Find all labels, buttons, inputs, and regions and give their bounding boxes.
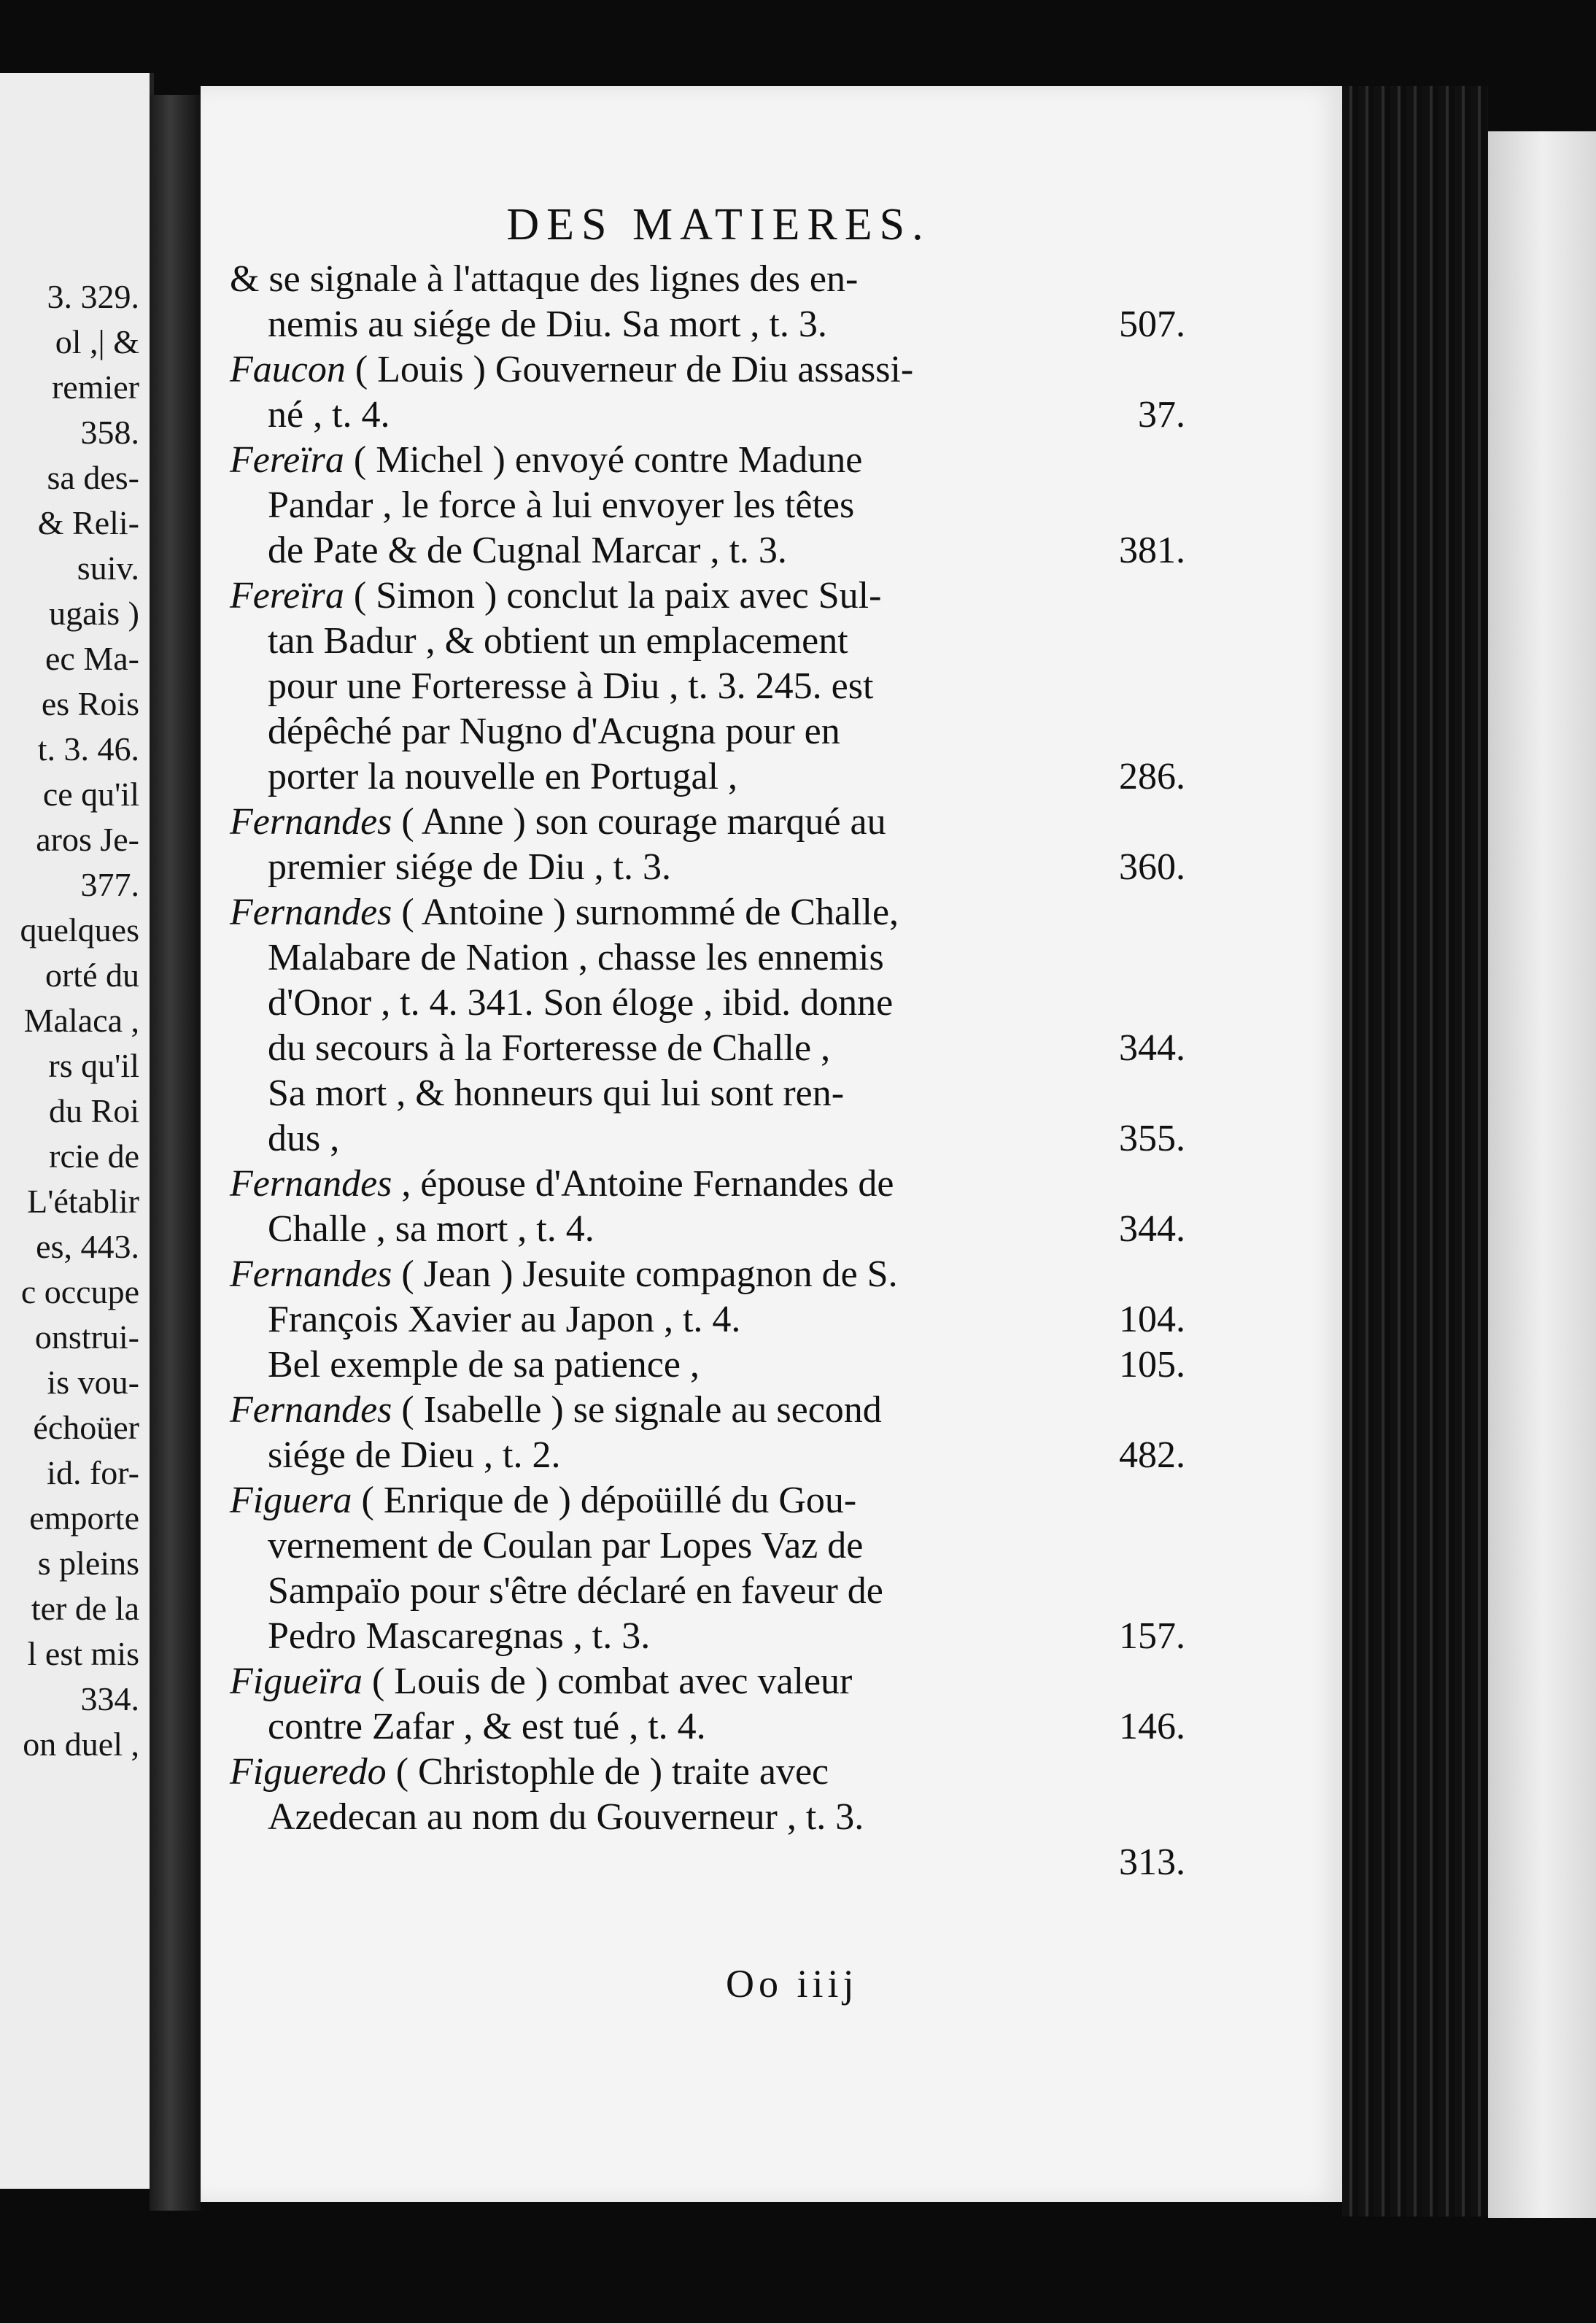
left-page-fragment: orté du bbox=[44, 956, 139, 994]
entry-body: premier siége de Diu , t. 3. bbox=[268, 846, 672, 888]
entry-body: Sampaïo pour s'être déclaré en faveur de bbox=[268, 1570, 883, 1612]
signature-mark: Oo iiij bbox=[726, 1962, 859, 2006]
entry-body: d'Onor , t. 4. 341. Son éloge , ibid. donne bbox=[268, 982, 894, 1024]
left-page-fragment: es, 443. bbox=[36, 1228, 139, 1265]
entry-text bbox=[230, 438, 862, 482]
left-page-fragment: sa des- bbox=[47, 459, 139, 496]
index-page bbox=[201, 86, 1342, 2202]
entry-body: ( Jean ) Jesuite compagnon de S. bbox=[401, 1253, 898, 1295]
entry-text bbox=[268, 303, 827, 347]
entry-body: Sa mort , & honneurs qui lui sont ren- bbox=[268, 1072, 845, 1114]
index-entry-line bbox=[268, 665, 1185, 708]
entry-text bbox=[268, 1524, 863, 1568]
page-reference: 105. bbox=[1119, 1344, 1185, 1385]
left-page-fragment: du Roi bbox=[49, 1092, 139, 1129]
left-page-fragment: l est mis bbox=[27, 1635, 139, 1672]
left-page-fragment: L'établir bbox=[27, 1183, 139, 1220]
entry-name: Fernandes bbox=[230, 801, 392, 843]
index-entry-line bbox=[268, 393, 1185, 437]
left-page-fragment: remier bbox=[51, 368, 139, 406]
left-page-fragment: rs qu'il bbox=[48, 1047, 139, 1084]
page-reference: 313. bbox=[1119, 1841, 1185, 1883]
index-entry-line bbox=[268, 1343, 1185, 1387]
index-entry-head bbox=[230, 1479, 1185, 1523]
left-page-fragment: onstrui- bbox=[34, 1318, 139, 1356]
entry-body: dus , bbox=[268, 1118, 340, 1159]
page-edges bbox=[1342, 86, 1488, 2216]
entry-body: Pandar , le force à lui envoyer les têtes bbox=[268, 484, 855, 526]
entry-text bbox=[268, 1705, 706, 1749]
page-reference: 355. bbox=[1119, 1118, 1185, 1159]
left-page-fragment: id. for- bbox=[47, 1454, 139, 1491]
running-head: DES MATIERES. bbox=[506, 200, 931, 250]
index-entry-line bbox=[268, 1117, 1185, 1161]
entry-text bbox=[268, 755, 737, 799]
entry-text bbox=[230, 800, 886, 844]
entry-text bbox=[230, 1388, 882, 1432]
entry-text bbox=[268, 529, 787, 573]
entry-name: Fereïra bbox=[230, 575, 344, 616]
index-entry-line bbox=[268, 1207, 1185, 1251]
index-entry-line bbox=[268, 1615, 1185, 1658]
entry-body: ( Michel ) envoyé contre Madune bbox=[353, 439, 863, 481]
index-entry-head bbox=[230, 1388, 1185, 1432]
left-page-fragment: ce qu'il bbox=[42, 776, 139, 813]
index-entry-head bbox=[230, 574, 1185, 618]
entry-body: porter la nouvelle en Portugal , bbox=[268, 756, 738, 797]
left-page-fragment: es Rois bbox=[41, 685, 139, 722]
entry-text bbox=[230, 348, 913, 392]
entry-body: François Xavier au Japon , t. 4. bbox=[268, 1299, 741, 1340]
index-entry-line bbox=[268, 1027, 1185, 1070]
entry-body: vernement de Coulan par Lopes Vaz de bbox=[268, 1525, 864, 1566]
index-entry-line bbox=[268, 981, 1185, 1025]
page-reference: 344. bbox=[1119, 1027, 1185, 1069]
entry-body: dépêché par Nugno d'Acugna pour en bbox=[268, 711, 840, 752]
left-page-fragment: s pleins bbox=[37, 1545, 139, 1582]
entry-body: , épouse d'Antoine Fernandes de bbox=[401, 1163, 894, 1205]
entry-body: ( Christophle de ) traite avec bbox=[395, 1751, 829, 1793]
left-page-fragment: ol ,| & bbox=[55, 323, 139, 360]
entry-body: Challe , sa mort , t. 4. bbox=[268, 1208, 594, 1250]
left-page-fragment: on duel , bbox=[23, 1725, 139, 1763]
entry-body: & se signale à l'attaque des lignes des en- bbox=[230, 258, 859, 300]
entry-body: de Pate & de Cugnal Marcar , t. 3. bbox=[268, 530, 787, 571]
left-page-fragment: 334. bbox=[80, 1680, 139, 1717]
entry-body: Malabare de Nation , chasse les ennemis bbox=[268, 937, 884, 978]
left-page-fragment: ec Ma- bbox=[45, 640, 139, 677]
entry-text bbox=[268, 1615, 650, 1658]
index-entry-line bbox=[268, 710, 1185, 754]
left-page-fragment: Malaca , bbox=[23, 1002, 139, 1039]
left-page-fragment: & Reli- bbox=[37, 504, 139, 541]
book-gutter bbox=[150, 95, 201, 2211]
entry-text bbox=[230, 258, 858, 301]
entry-text bbox=[268, 665, 873, 708]
index-entry-line bbox=[268, 1569, 1185, 1613]
entry-text bbox=[268, 936, 884, 980]
index-entry-line bbox=[268, 1434, 1185, 1477]
entry-text bbox=[230, 1660, 852, 1704]
entry-name: Fernandes bbox=[230, 1163, 392, 1205]
index-entry-head bbox=[230, 891, 1185, 935]
left-page-fragment: is vou- bbox=[47, 1364, 139, 1401]
entry-body: ( Anne ) son courage marqué au bbox=[401, 801, 886, 843]
facing-page-left bbox=[0, 73, 154, 2189]
entry-body: Azedecan au nom du Gouverneur , t. 3. bbox=[268, 1796, 864, 1838]
left-page-fragment: c occupe bbox=[20, 1273, 139, 1310]
entry-text bbox=[230, 574, 881, 618]
entry-text bbox=[268, 1298, 740, 1342]
entry-body: né , t. 4. bbox=[268, 394, 390, 436]
entry-name: Fernandes bbox=[230, 1253, 392, 1295]
page-reference: 146. bbox=[1119, 1706, 1185, 1747]
entry-text bbox=[268, 846, 671, 889]
left-page-fragment: emporte bbox=[29, 1499, 139, 1537]
left-page-fragment: quelques bbox=[20, 911, 139, 948]
index-entry-line bbox=[268, 484, 1185, 527]
index-entry-line bbox=[268, 1841, 1185, 1885]
entry-name: Fernandes bbox=[230, 892, 392, 933]
index-entry-head bbox=[230, 1750, 1185, 1794]
index-entry-head bbox=[230, 800, 1185, 844]
entry-body: Pedro Mascaregnas , t. 3. bbox=[268, 1615, 651, 1657]
entry-text bbox=[230, 1750, 829, 1794]
entry-text bbox=[268, 1072, 844, 1116]
left-page-fragment: 358. bbox=[80, 414, 139, 451]
index-entry-head bbox=[230, 348, 1185, 392]
index-entry-line bbox=[268, 1298, 1185, 1342]
entry-text bbox=[268, 1207, 594, 1251]
page-reference: 507. bbox=[1119, 304, 1185, 345]
left-page-fragment: aros Je- bbox=[36, 821, 139, 858]
index-entry-line bbox=[268, 1705, 1185, 1749]
entry-name: Fernandes bbox=[230, 1389, 392, 1431]
index-entry-line bbox=[268, 529, 1185, 573]
left-page-fragment: 3. 329. bbox=[47, 278, 139, 315]
index-entry-line bbox=[268, 1796, 1185, 1839]
entry-body: ( Simon ) conclut la paix avec Sul- bbox=[353, 575, 882, 616]
index-entry-line bbox=[230, 258, 1185, 301]
left-page-fragment: suiv. bbox=[77, 549, 139, 587]
index-entry-line bbox=[268, 619, 1185, 663]
entry-name: Faucon bbox=[230, 349, 346, 390]
entry-body: ( Louis de ) combat avec valeur bbox=[371, 1661, 853, 1702]
entry-text bbox=[268, 1434, 560, 1477]
page-reference: 344. bbox=[1119, 1208, 1185, 1250]
entry-text bbox=[230, 891, 899, 935]
index-entry-line bbox=[268, 755, 1185, 799]
page-reference: 104. bbox=[1119, 1299, 1185, 1340]
entry-text bbox=[230, 1253, 898, 1296]
entry-text bbox=[230, 1162, 894, 1206]
entry-name: Figuera bbox=[230, 1480, 352, 1521]
entry-text bbox=[268, 710, 840, 754]
entry-body: ( Antoine ) surnommé de Challe, bbox=[401, 892, 899, 933]
entry-name: Figueïra bbox=[230, 1661, 363, 1702]
page-reference: 381. bbox=[1119, 530, 1185, 571]
index-entry-head bbox=[230, 1660, 1185, 1704]
page-reference: 157. bbox=[1119, 1615, 1185, 1657]
page-reference: 482. bbox=[1119, 1434, 1185, 1476]
index-entry-line bbox=[268, 1072, 1185, 1116]
index-entry-head bbox=[230, 438, 1185, 482]
entry-body: ( Louis ) Gouverneur de Diu assassi- bbox=[355, 349, 914, 390]
entry-text bbox=[268, 1343, 700, 1387]
index-entry-head bbox=[230, 1162, 1185, 1206]
entry-body: nemis au siége de Diu. Sa mort , t. 3. bbox=[268, 304, 827, 345]
entry-text bbox=[268, 619, 848, 663]
page-reference: 37. bbox=[1138, 394, 1185, 436]
index-entry-line bbox=[268, 846, 1185, 889]
index-entry-line bbox=[268, 936, 1185, 980]
entry-text bbox=[268, 1027, 830, 1070]
page-reference: 286. bbox=[1119, 756, 1185, 797]
entry-text bbox=[268, 1796, 864, 1839]
entry-name: Fereïra bbox=[230, 439, 344, 481]
entry-body: contre Zafar , & est tué , t. 4. bbox=[268, 1706, 706, 1747]
page-reference: 360. bbox=[1119, 846, 1185, 888]
entry-text bbox=[268, 1117, 339, 1161]
entry-body: siége de Dieu , t. 2. bbox=[268, 1434, 561, 1476]
left-page-fragment: t. 3. 46. bbox=[37, 730, 139, 768]
entry-body: du secours à la Forteresse de Challe , bbox=[268, 1027, 831, 1069]
entry-text bbox=[268, 484, 854, 527]
index-entry-head bbox=[230, 1253, 1185, 1296]
entry-body: pour une Forteresse à Diu , t. 3. 245. est bbox=[268, 665, 874, 707]
entry-text bbox=[230, 1479, 856, 1523]
entry-body: Bel exemple de sa patience , bbox=[268, 1344, 700, 1385]
index-entry-line bbox=[268, 1524, 1185, 1568]
entry-body: tan Badur , & obtient un emplacement bbox=[268, 620, 848, 662]
entry-name: Figueredo bbox=[230, 1751, 387, 1793]
entry-body: ( Isabelle ) se signale au second bbox=[401, 1389, 882, 1431]
left-page-fragment: 377. bbox=[80, 866, 139, 903]
entry-text bbox=[268, 981, 893, 1025]
entry-text bbox=[268, 393, 390, 437]
entry-text bbox=[268, 1569, 883, 1613]
left-page-fragment: rcie de bbox=[49, 1137, 139, 1175]
entry-body: ( Enrique de ) dépoüillé du Gou- bbox=[361, 1480, 857, 1521]
index-entry-line bbox=[268, 303, 1185, 347]
page-edge-margin bbox=[1488, 131, 1596, 2218]
left-page-fragment: ugais ) bbox=[49, 595, 139, 632]
left-page-fragment: échoüer bbox=[33, 1409, 139, 1446]
left-page-fragment: ter de la bbox=[31, 1590, 139, 1627]
